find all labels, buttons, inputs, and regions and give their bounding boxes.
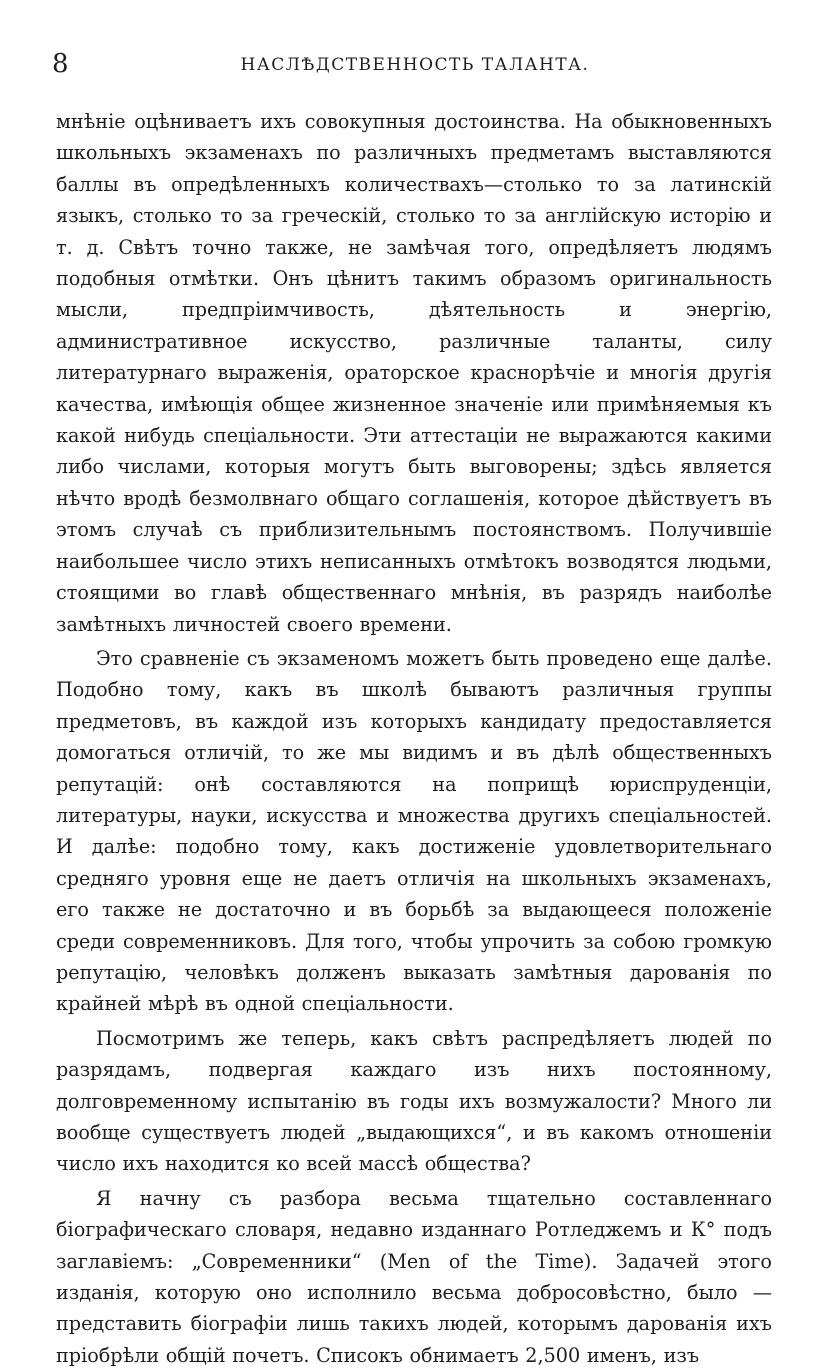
paragraph-dictionary: Я начну съ разбора весьма тщательно составленнаго біографическаго словаря, недавно изданнаго Ротледжемъ и К° подъ заглавіемъ: „Современники“ (Men of the Time). Задачей этого изданія, которую оно исполнило весьма добросовѣстно, было — представить біографіи лишь такихъ людей, которымъ дарованія ихъ пріобрѣли общій почетъ. Списокъ обнимаетъ 2,500 именъ, изъ [56, 1186, 772, 1367]
running-title: НАСЛѢДСТВЕННОСТЬ ТАЛАНТА. [240, 55, 590, 75]
paragraph-question: Посмотримъ же теперь, какъ свѣтъ распредѣляетъ людей по разрядамъ, подвергая каждаго изъ нихъ постоянному, долговременному испытанію въ годы ихъ возмужалости? Много ли вообще существуетъ людей „выдающихся“, и въ какомъ отношеніи число ихъ находится ко всей массѣ общества? [56, 1026, 772, 1176]
page-number: 8 [52, 49, 69, 79]
page-header [52, 46, 778, 82]
body-text [56, 106, 772, 1371]
paragraph-continuation: мнѣніе оцѣниваетъ ихъ совокупныя достоинства. На обыкновенныхъ школьныхъ экзаменахъ по различныхъ предметамъ выставляются баллы въ опредѣленныхъ количествахъ—столько то за латинскій языкъ, столько то за греческій, столько то за англійскую исторію и т. д. Свѣтъ точно также, не замѣчая того, опредѣляетъ людямъ подобныя отмѣтки. Онъ цѣнитъ такимъ образомъ оригинальность мысли, предпріимчивость, дѣятельность и энергію, административное искусство, различные таланты, силу литературнаго выраженія, ораторское краснорѣчіе и многія другія качества, имѣющія общее жизненное значеніе или примѣняемыя къ какой нибудь спеціальности. Эти аттестаціи не выражаются какими либо числами, которыя могутъ быть выговорены; здѣсь является нѣчто вродѣ безмолвнаго общаго соглашенія, которое дѣйствуетъ въ этомъ случаѣ съ приблизительнымъ постоянствомъ. Получившіе наибольшее число этихъ неписанныхъ отмѣтокъ возводятся людьми, стоящими во главѣ общественнаго мнѣнія, въ разрядъ наиболѣе замѣтныхъ личностей своего времени. [56, 110, 772, 636]
paragraph-exam-comparison: Это сравненіе съ экзаменомъ можетъ быть проведено еще далѣе. Подобно тому, какъ въ школѣ бываютъ различныя группы предметовъ, въ каждой изъ которыхъ кандидату предоставляется домогаться отличій, то же мы видимъ и въ дѣлѣ общественныхъ репутацій: онѣ составляются на поприщѣ юриспруденціи, литературы, науки, искусства и множества другихъ спеціальностей. И далѣе: подобно тому, какъ достиженіе удовлетворительнаго средняго уровня еще не даетъ отличія на школьныхъ экзаменахъ, его также не достаточно и въ борьбѣ за выдающееся положеніе среди современниковъ. Для того, чтобы упрочить за собою громкую репутацію, человѣкъ долженъ выказать замѣтныя дарованія по крайней мѣрѣ въ одной спеціальности. [56, 646, 772, 1016]
